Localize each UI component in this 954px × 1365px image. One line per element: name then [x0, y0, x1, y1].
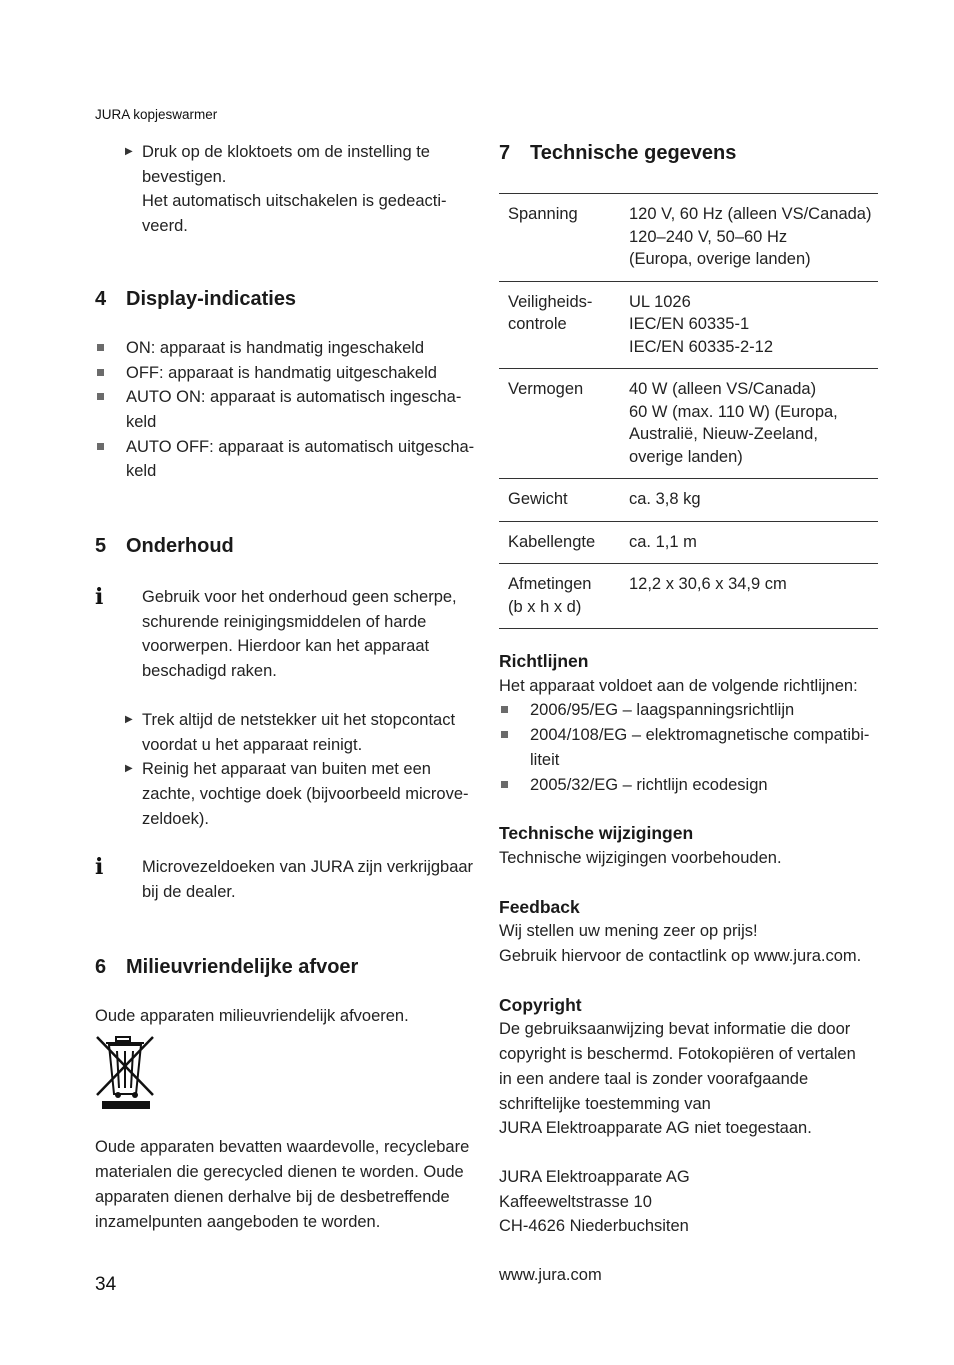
- display-indications-list: [95, 336, 475, 484]
- table-row: Afmetingen (b x h x d) 12,2 x 30,6 x 34,9 cm: [499, 564, 878, 629]
- feedback-heading: Feedback: [499, 896, 580, 917]
- list-item: OFF: apparaat is handmatig uitgeschakeld: [95, 361, 475, 386]
- table-row: Kabellengte ca. 1,1 m: [499, 521, 878, 564]
- square-bullet-icon: [97, 344, 104, 351]
- instruction-step: ▶ Reinig het apparaat van buiten met een zachte, vochtige doek (bijvoorbeeld microve- zeldoek).: [95, 757, 475, 831]
- company-address: JURA Elektroapparate AG Kaffeeweltstrasse 10 CH-4626 Niederbuchsiten: [499, 1167, 690, 1236]
- left-column: [95, 140, 475, 1234]
- copyright-heading: Copyright: [499, 994, 582, 1015]
- table-row: Spanning 120 V, 60 Hz (alleen VS/Canada) 120–240 V, 50–60 Hz (Europa, overige landen): [499, 194, 878, 282]
- info-note: i Gebruik voor het onderhoud geen scherpe, schurende reinigingsmiddelen of harde voorwerpen. Hierdoor kan het apparaat beschadigd raken.: [95, 584, 457, 681]
- square-bullet-icon: [501, 706, 508, 713]
- table-row: Gewicht ca. 3,8 kg: [499, 479, 878, 522]
- step-text: Druk op de kloktoets om de instelling te bevestigen.: [142, 143, 430, 186]
- section-6-heading: 6 Milieuvriendelijke afvoer: [95, 955, 359, 978]
- feedback-text: Wij stellen uw mening zeer op prijs! Gebruik hiervoor de contactlink op www.jura.com.: [499, 922, 862, 966]
- info-icon: i: [95, 584, 104, 611]
- list-item: 2004/108/EG – elektromagnetische compatibi- liteit: [499, 723, 879, 772]
- right-column: [499, 140, 879, 1288]
- technical-changes-heading: Technische wijzigingen: [499, 823, 694, 844]
- spec-table: [499, 193, 878, 629]
- triangle-bullet-icon: ▶: [125, 763, 133, 775]
- website-link[interactable]: www.jura.com: [499, 1266, 602, 1285]
- instruction-step: ▶ Trek altijd de netstekker uit het stopcontact voordat u het apparaat reinigt.: [95, 708, 475, 757]
- square-bullet-icon: [97, 443, 104, 450]
- running-header: JURA kopjeswarmer: [95, 107, 218, 122]
- triangle-bullet-icon: ▶: [125, 146, 133, 157]
- list-item: AUTO ON: apparaat is automatisch ingescha- keld: [95, 385, 475, 434]
- instruction-step: [95, 140, 475, 189]
- info-icon: i: [95, 854, 104, 881]
- weee-crossed-bin-icon: [95, 1034, 475, 1115]
- section-7-heading: 7 Technische gegevens: [499, 142, 737, 164]
- directives-list: [499, 698, 879, 797]
- page-number: 34: [95, 1274, 117, 1295]
- square-bullet-icon: [501, 731, 508, 738]
- list-item: AUTO OFF: apparaat is automatisch uitgescha- keld: [95, 435, 475, 484]
- square-bullet-icon: [501, 781, 508, 788]
- info-note: i Microvezeldoeken van JURA zijn verkrijgbaar bij de dealer.: [95, 854, 474, 902]
- section-4-heading: 4 Display-indicaties: [95, 287, 297, 310]
- technical-changes-text: Technische wijzigingen voorbehouden.: [499, 848, 782, 867]
- section-5-heading: 5 Onderhoud: [95, 535, 234, 558]
- table-row: Vermogen 40 W (alleen VS/Canada) 60 W (max. 110 W) (Europa, Australië, Nieuw-Zeeland, overige landen): [499, 369, 878, 479]
- triangle-bullet-icon: ▶: [125, 713, 133, 725]
- disposal-paragraph: Oude apparaten bevatten waardevolle, recyclebare materialen die gerecycled dienen te worden. Oude apparaten dienen derhalve bij de desbetreffende inzamelpunten aangeboden te worden.: [95, 1138, 470, 1231]
- table-row: Veiligheids- controle UL 1026 IEC/EN 60335-1 IEC/EN 60335-2-12: [499, 281, 878, 369]
- list-item: ON: apparaat is handmatig ingeschakeld: [95, 336, 475, 361]
- square-bullet-icon: [97, 369, 104, 376]
- step-result: Het automatisch uitschakelen is gedeacti- veerd.: [142, 192, 447, 236]
- directives-heading: Richtlijnen: [499, 651, 589, 671]
- square-bullet-icon: [97, 393, 104, 400]
- list-item: 2005/32/EG – richtlijn ecodesign: [499, 773, 879, 798]
- copyright-text: De gebruiksaanwijzing bevat informatie die door copyright is beschermd. Fotokopiëren of vertalen in een andere taal is zonder voorafgaande schriftelijke toestemming van JURA Elektroapparate AG niet toegestaan.: [499, 1020, 856, 1138]
- list-item: 2006/95/EG – laagspanningsrichtlijn: [499, 698, 879, 723]
- disposal-paragraph: Oude apparaten milieuvriendelijk afvoeren.: [95, 1006, 409, 1025]
- directives-intro: Het apparaat voldoet aan de volgende richtlijnen:: [499, 676, 858, 695]
